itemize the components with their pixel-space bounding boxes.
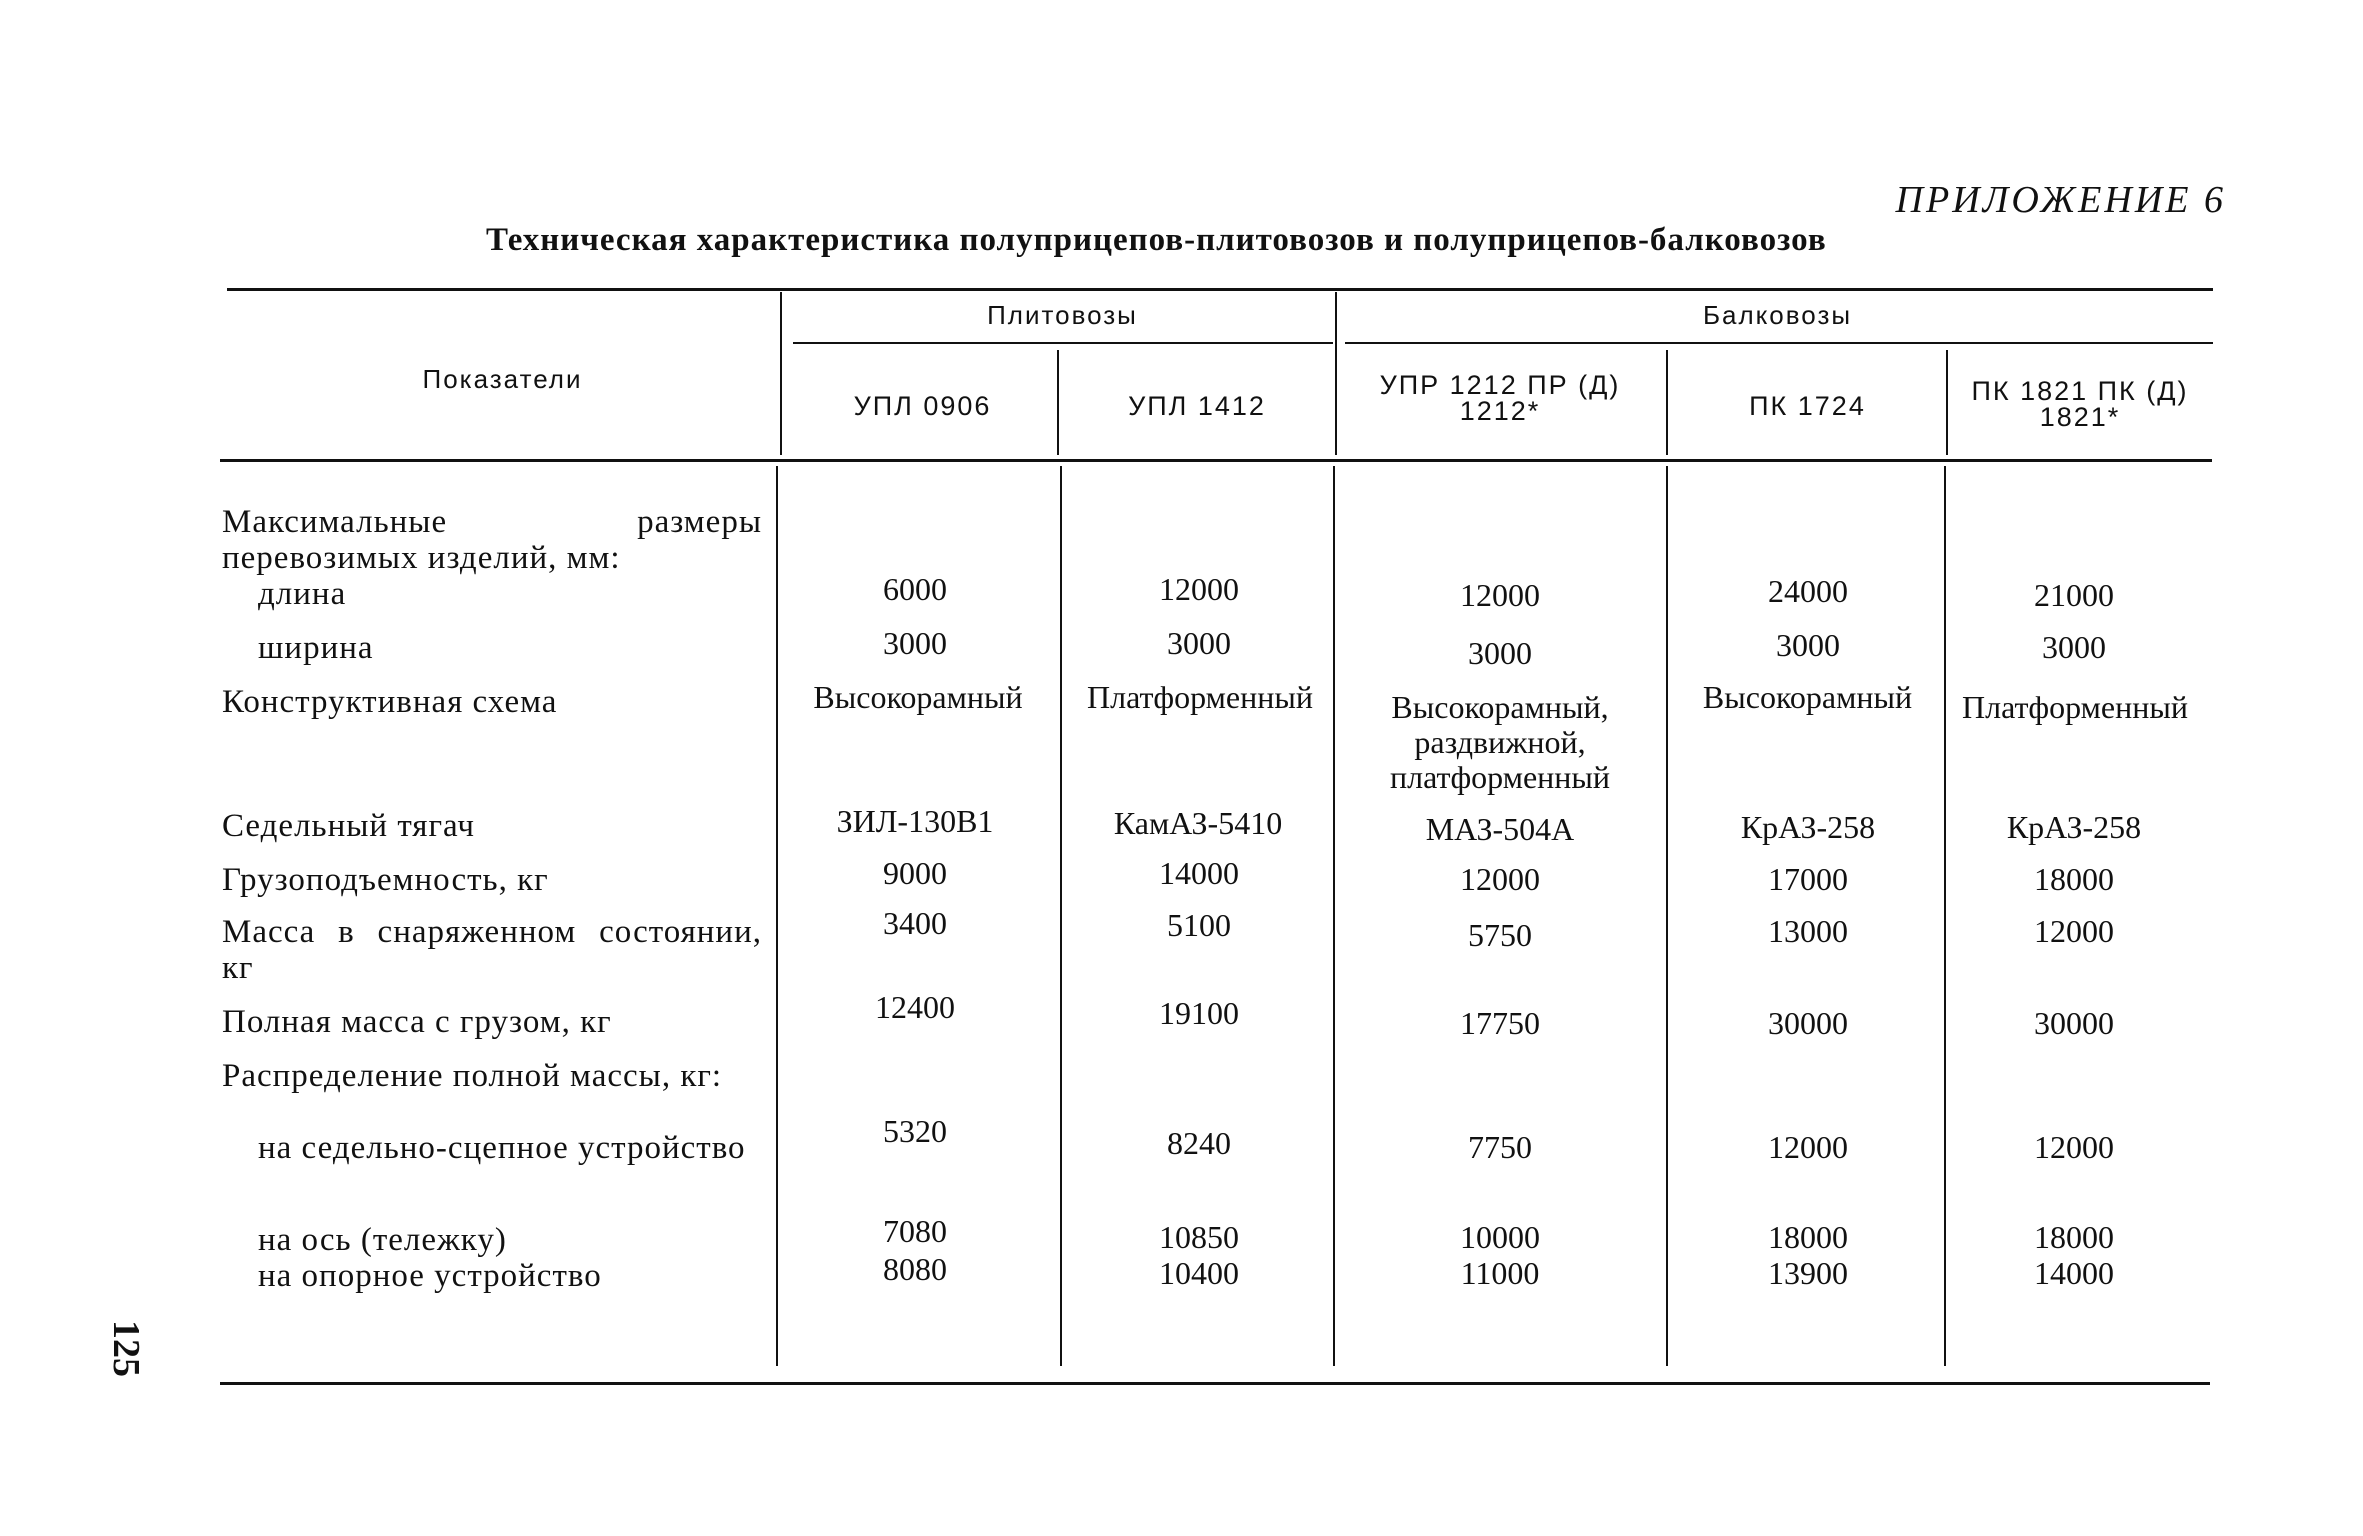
table-cell: 12000	[2034, 1129, 2114, 1165]
row-label-fifth-wheel: на седельно-сцепное устройство	[258, 1130, 746, 1166]
header-group-slab: Плитовозы	[987, 300, 1138, 330]
table-cell: 3000	[1776, 627, 1840, 663]
header-indicator: Показатели	[422, 364, 583, 394]
row-label-width: ширина	[258, 630, 374, 666]
column-divider	[1060, 466, 1062, 1366]
row-label-axle: на ось (тележку)	[258, 1222, 507, 1258]
table-cell: 5100	[1167, 907, 1231, 943]
table-cell: 12000	[2034, 913, 2114, 949]
table-cell: МАЗ-504А	[1425, 811, 1575, 847]
table-cell: 6000	[883, 571, 947, 607]
page-title: Техническая характеристика полуприцепов-плитовозов и полуприцепов-балковозов	[486, 222, 1827, 258]
row-label-distribution: Распределение полной массы, кг:	[222, 1058, 723, 1094]
table-cell: 18000	[1768, 1219, 1848, 1255]
table-cell: 18000	[2034, 861, 2114, 897]
group-beam-underline	[1345, 342, 2213, 344]
table-cell: 8080	[883, 1251, 947, 1287]
header-divider	[1057, 350, 1059, 455]
row-label-gross-mass: Полная масса с грузом, кг	[222, 1004, 612, 1040]
table-cell: 12000	[1460, 577, 1540, 613]
column-divider	[1666, 466, 1668, 1366]
table-cell: 13900	[1768, 1255, 1848, 1291]
table-cell: 12000	[1768, 1129, 1848, 1165]
table-top-rule	[227, 288, 2213, 291]
table-cell: КамАЗ-5410	[1113, 805, 1283, 841]
table-cell: КрАЗ-258	[1740, 809, 1876, 845]
column-divider	[1333, 466, 1335, 1366]
header-divider	[1946, 350, 1948, 455]
table-cell: 3000	[2042, 629, 2106, 665]
table-cell: КрАЗ-258	[2006, 809, 2142, 845]
group-slab-underline	[793, 342, 1333, 344]
table-cell: Высокорамный	[1702, 679, 1913, 715]
row-label-max-size: Максимальные размеры перевозимых изделий, мм:	[222, 504, 762, 576]
table-cell: Платформенный	[1961, 689, 2188, 725]
table-cell: 12000	[1159, 571, 1239, 607]
table-cell: 10850	[1159, 1219, 1239, 1255]
row-label-tractor: Седельный тягач	[222, 808, 475, 844]
table-cell: 13000	[1768, 913, 1848, 949]
row-label-support: на опорное устройство	[258, 1258, 602, 1294]
table-cell: ЗИЛ-130В1	[836, 803, 994, 839]
header-model: ПК 1821 ПК (Д) 1821*	[1971, 376, 2189, 432]
page-number: 125	[105, 1320, 147, 1377]
table-cell: 3400	[883, 905, 947, 941]
table-cell: 30000	[2034, 1005, 2114, 1041]
table-cell: 7080	[883, 1213, 947, 1249]
appendix-label: ПРИЛОЖЕНИЕ 6	[1895, 179, 2226, 221]
table-cell: 14000	[2034, 1255, 2114, 1291]
table-cell: 17750	[1460, 1005, 1540, 1041]
table-cell: 5750	[1468, 917, 1532, 953]
table-cell: 21000	[2034, 577, 2114, 613]
table-cell: 10400	[1159, 1255, 1239, 1291]
table-cell: 18000	[2034, 1219, 2114, 1255]
table-bottom-rule	[220, 1382, 2210, 1385]
header-model: ПК 1724	[1749, 391, 1866, 421]
row-label-scheme: Конструктивная схема	[222, 684, 558, 720]
table-cell: 19100	[1159, 995, 1239, 1031]
header-divider	[1335, 292, 1337, 455]
table-cell: 14000	[1159, 855, 1239, 891]
table-cell: 24000	[1768, 573, 1848, 609]
table-cell: 3000	[1167, 625, 1231, 661]
header-model: УПР 1212 ПР (Д) 1212*	[1379, 370, 1621, 426]
row-label-length: длина	[258, 576, 347, 612]
header-model: УПЛ 0906	[853, 391, 992, 421]
header-bottom-rule	[220, 459, 2212, 462]
table-cell: 12400	[875, 989, 955, 1025]
table-cell: Высокорамный	[813, 679, 1023, 715]
table-cell: 3000	[1468, 635, 1532, 671]
column-divider	[1944, 466, 1946, 1366]
table-cell: Платформенный	[1086, 679, 1313, 715]
table-cell: 5320	[883, 1113, 947, 1149]
table-cell: 3000	[883, 625, 947, 661]
header-group-beam: Балковозы	[1702, 300, 1853, 330]
table-cell: 17000	[1768, 861, 1848, 897]
table-cell: Высокорамный, раздвижной, платформенный	[1389, 689, 1611, 795]
table-cell: 7750	[1468, 1129, 1532, 1165]
header-model: УПЛ 1412	[1128, 391, 1266, 421]
row-label-capacity: Грузоподъемность, кг	[222, 862, 549, 898]
header-divider	[1666, 350, 1668, 455]
table-cell: 8240	[1167, 1125, 1231, 1161]
table-cell: 9000	[883, 855, 947, 891]
header-divider	[780, 292, 782, 455]
column-divider	[776, 466, 778, 1366]
table-cell: 30000	[1768, 1005, 1848, 1041]
row-label-curb-mass: Масса в снаряженном состоянии, кг	[222, 914, 762, 986]
table-cell: 12000	[1460, 861, 1540, 897]
table-cell: 10000	[1460, 1219, 1540, 1255]
table-cell: 11000	[1460, 1255, 1540, 1291]
